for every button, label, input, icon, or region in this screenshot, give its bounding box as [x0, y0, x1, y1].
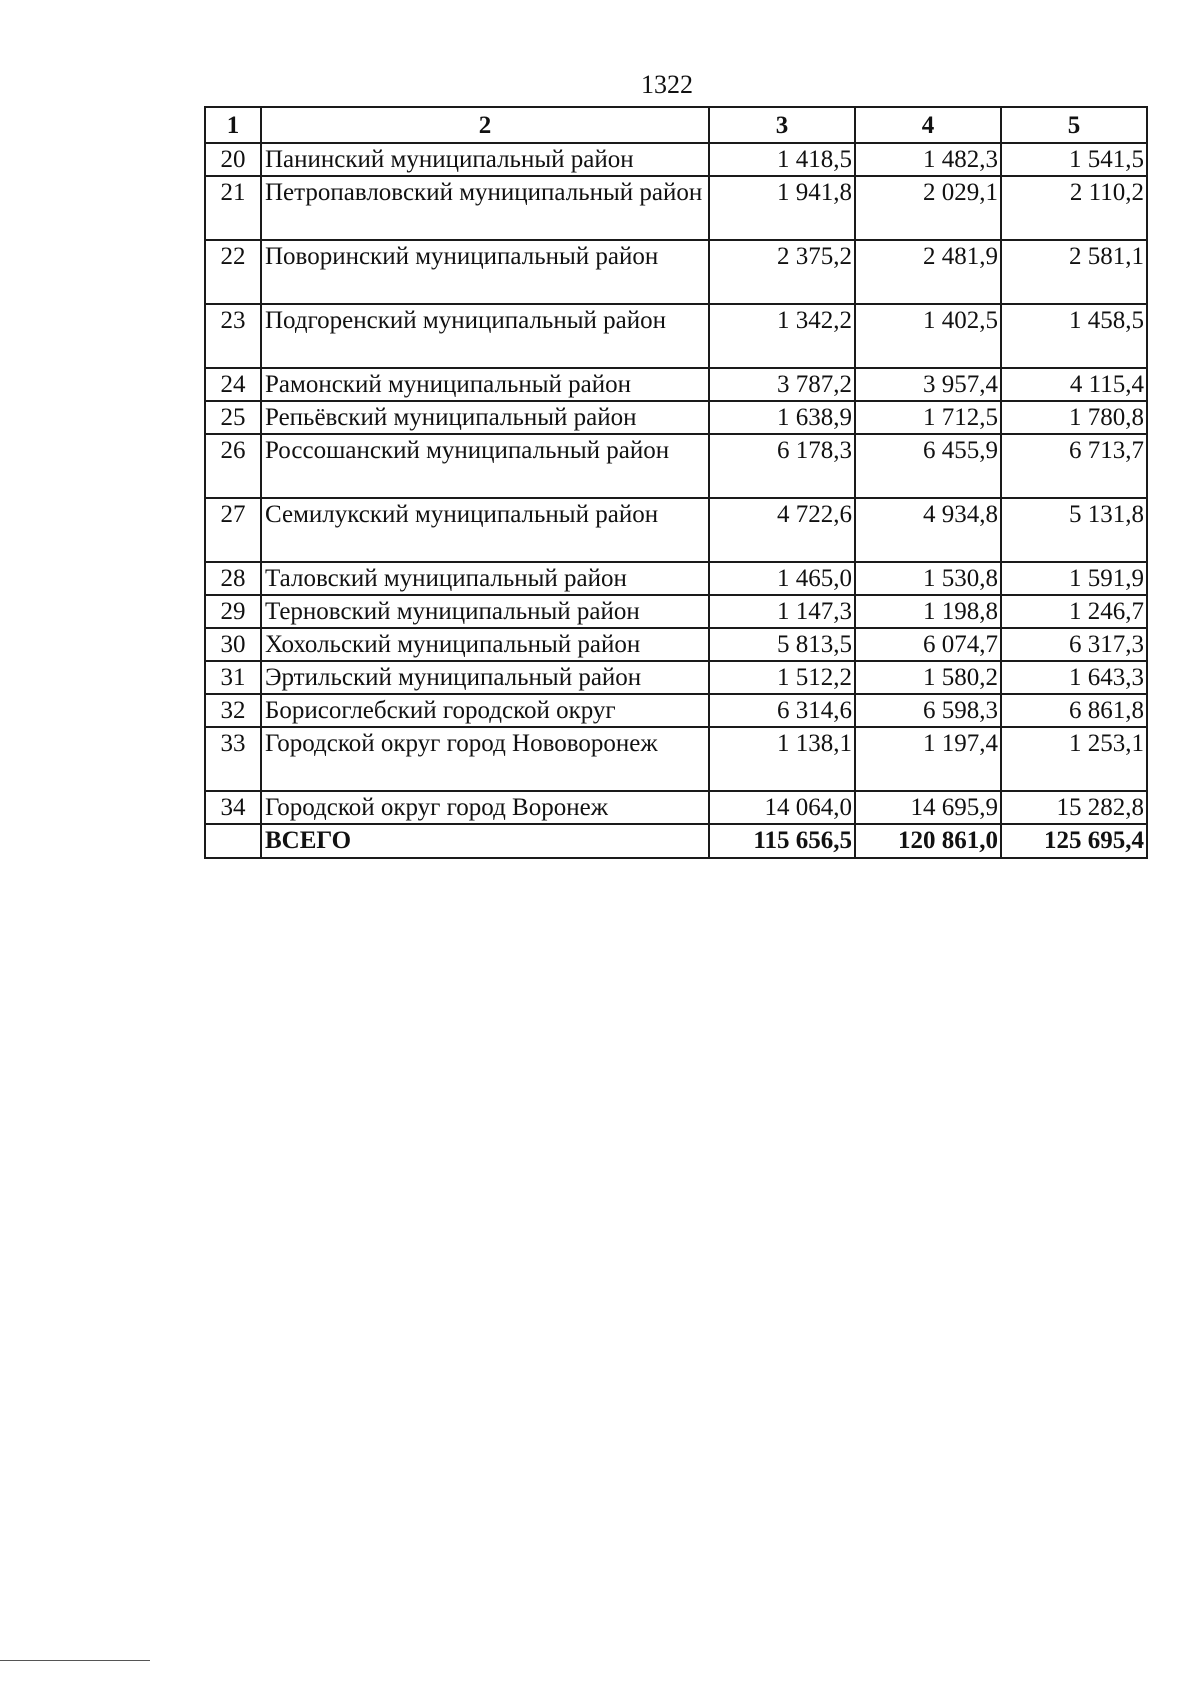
header-col-2: 2: [261, 107, 709, 143]
row-name: Репьёвский муниципальный район: [261, 401, 709, 434]
table-row: [205, 661, 1147, 694]
row-value-col3: 1 941,8: [709, 176, 855, 240]
table-row: [205, 401, 1147, 434]
row-value-col5: 6 713,7: [1001, 434, 1147, 498]
row-name: Эртильский муниципальный район: [261, 661, 709, 694]
row-number: 24: [205, 368, 261, 401]
row-number: 23: [205, 304, 261, 368]
row-number: 25: [205, 401, 261, 434]
row-value-col4: 1 482,3: [855, 143, 1001, 176]
row-value-col4: 1 198,8: [855, 595, 1001, 628]
table-row: [205, 727, 1147, 791]
row-name: Хохольский муниципальный район: [261, 628, 709, 661]
row-value-col5: 2 581,1: [1001, 240, 1147, 304]
row-value-col4: 6 455,9: [855, 434, 1001, 498]
row-value-col3: 5 813,5: [709, 628, 855, 661]
row-value-col5: 1 246,7: [1001, 595, 1147, 628]
table-row: [205, 143, 1147, 176]
row-name: Таловский муниципальный район: [261, 562, 709, 595]
row-value-col3: 14 064,0: [709, 791, 855, 824]
footer-rule: [0, 1660, 150, 1661]
row-name: Панинский муниципальный район: [261, 143, 709, 176]
row-name: Петропавловский муниципальный район: [261, 176, 709, 240]
row-value-col3: 1 418,5: [709, 143, 855, 176]
row-value-col3: 4 722,6: [709, 498, 855, 562]
row-value-col4: 1 530,8: [855, 562, 1001, 595]
table-row: [205, 628, 1147, 661]
row-value-col5: 5 131,8: [1001, 498, 1147, 562]
row-value-col5: 1 541,5: [1001, 143, 1147, 176]
total-value-col4: 120 861,0: [855, 824, 1001, 858]
row-value-col4: 1 580,2: [855, 661, 1001, 694]
table-row: [205, 176, 1147, 240]
row-value-col5: 1 458,5: [1001, 304, 1147, 368]
row-value-col5: 1 591,9: [1001, 562, 1147, 595]
row-value-col3: 1 147,3: [709, 595, 855, 628]
row-value-col5: 1 643,3: [1001, 661, 1147, 694]
header-col-1: 1: [205, 107, 261, 143]
row-value-col3: 1 138,1: [709, 727, 855, 791]
table-row: [205, 434, 1147, 498]
row-name: Рамонский муниципальный район: [261, 368, 709, 401]
row-name: Подгоренский муниципальный район: [261, 304, 709, 368]
row-value-col5: 2 110,2: [1001, 176, 1147, 240]
row-value-col5: 6 861,8: [1001, 694, 1147, 727]
table-row: [205, 240, 1147, 304]
row-value-col5: 4 115,4: [1001, 368, 1147, 401]
row-number: 20: [205, 143, 261, 176]
row-name: Терновский муниципальный район: [261, 595, 709, 628]
row-value-col3: 6 314,6: [709, 694, 855, 727]
row-value-col4: 6 598,3: [855, 694, 1001, 727]
table-row: [205, 562, 1147, 595]
row-name: Россошанский муниципальный район: [261, 434, 709, 498]
page-number: 1322: [641, 70, 693, 99]
row-name: Поворинский муниципальный район: [261, 240, 709, 304]
row-value-col3: 1 638,9: [709, 401, 855, 434]
row-number: 27: [205, 498, 261, 562]
row-value-col5: 6 317,3: [1001, 628, 1147, 661]
row-number: 28: [205, 562, 261, 595]
row-name: Борисоглебский городской округ: [261, 694, 709, 727]
row-number: 26: [205, 434, 261, 498]
row-number: 29: [205, 595, 261, 628]
row-value-col3: 1 512,2: [709, 661, 855, 694]
table-row: [205, 368, 1147, 401]
table-row: [205, 694, 1147, 727]
row-value-col4: 2 481,9: [855, 240, 1001, 304]
table-row: [205, 791, 1147, 824]
total-row: [205, 824, 1147, 858]
row-value-col3: 1 342,2: [709, 304, 855, 368]
row-value-col3: 6 178,3: [709, 434, 855, 498]
total-label: ВСЕГО: [261, 824, 709, 858]
total-value-col5: 125 695,4: [1001, 824, 1147, 858]
row-name: Семилукский муниципальный район: [261, 498, 709, 562]
row-value-col4: 3 957,4: [855, 368, 1001, 401]
table-header-row: [205, 107, 1147, 143]
header-col-5: 5: [1001, 107, 1147, 143]
row-value-col3: 3 787,2: [709, 368, 855, 401]
row-value-col4: 1 712,5: [855, 401, 1001, 434]
row-value-col3: 1 465,0: [709, 562, 855, 595]
header-col-3: 3: [709, 107, 855, 143]
row-value-col4: 2 029,1: [855, 176, 1001, 240]
budget-table: [204, 106, 1148, 859]
row-value-col5: 15 282,8: [1001, 791, 1147, 824]
row-number: 31: [205, 661, 261, 694]
row-number: 30: [205, 628, 261, 661]
row-value-col4: 14 695,9: [855, 791, 1001, 824]
row-value-col4: 4 934,8: [855, 498, 1001, 562]
row-name: Городской округ город Воронеж: [261, 791, 709, 824]
table-row: [205, 595, 1147, 628]
table-row: [205, 304, 1147, 368]
row-value-col5: 1 780,8: [1001, 401, 1147, 434]
row-value-col4: 6 074,7: [855, 628, 1001, 661]
row-value-col4: 1 197,4: [855, 727, 1001, 791]
row-number: 32: [205, 694, 261, 727]
table-row: [205, 498, 1147, 562]
total-number: [205, 824, 261, 858]
header-col-4: 4: [855, 107, 1001, 143]
row-number: 33: [205, 727, 261, 791]
row-value-col5: 1 253,1: [1001, 727, 1147, 791]
row-number: 21: [205, 176, 261, 240]
row-value-col4: 1 402,5: [855, 304, 1001, 368]
row-number: 22: [205, 240, 261, 304]
row-number: 34: [205, 791, 261, 824]
row-name: Городской округ город Нововоронеж: [261, 727, 709, 791]
row-value-col3: 2 375,2: [709, 240, 855, 304]
total-value-col3: 115 656,5: [709, 824, 855, 858]
